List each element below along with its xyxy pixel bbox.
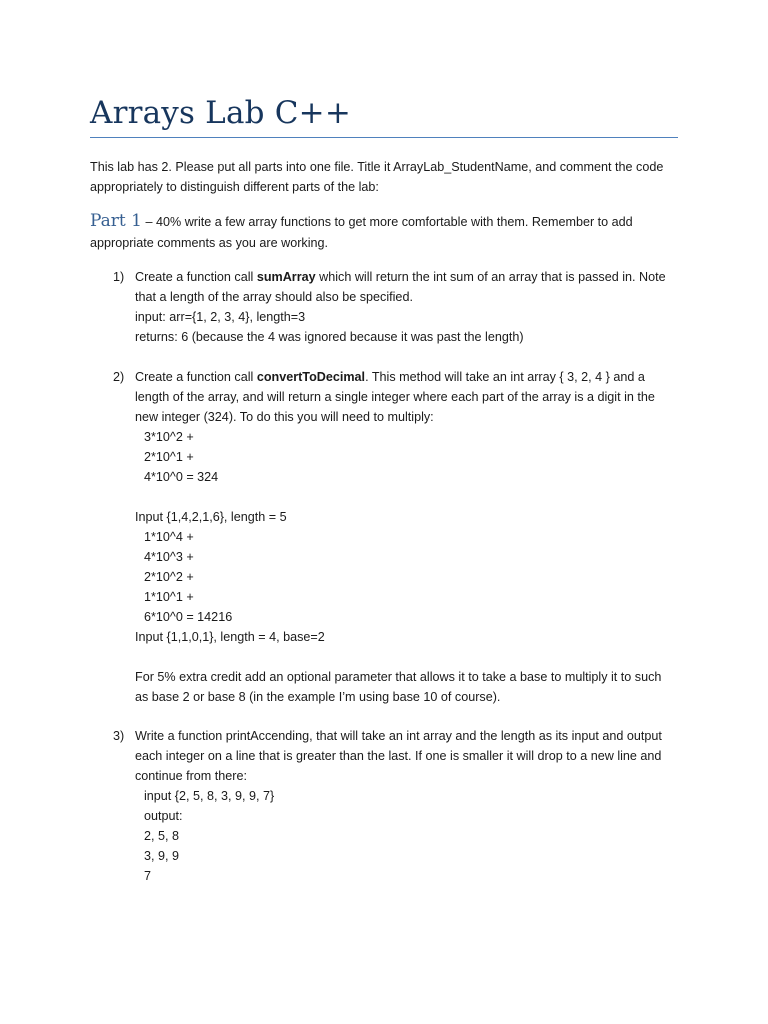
- item-line: length of the array, and will return a single integer where each part of the array is a digit in the: [135, 390, 655, 404]
- list-item-body: [135, 726, 680, 886]
- example-line: 2, 5, 8: [144, 829, 180, 843]
- title-divider: [90, 137, 678, 138]
- function-name: convertToDecimal: [256, 370, 366, 384]
- part1-text: – 40% write a few array functions to get more comfortable with them. Remember to add: [142, 215, 633, 229]
- item-text: Create a function call: [135, 370, 257, 384]
- item-text: which will return the int sum of an array that is passed in. Note: [315, 270, 666, 284]
- item-line: each integer on a line that is greater than the last. If one is smaller it will drop to a new line and: [135, 749, 662, 763]
- example-line: output:: [144, 809, 183, 823]
- example-input: Input {1,1,0,1}, length = 4, base=2: [135, 630, 325, 644]
- item-line: [135, 367, 680, 387]
- example-line: 3*10^2 +: [144, 430, 194, 444]
- example-line: 7: [144, 869, 152, 883]
- example-line: 4*10^3 +: [144, 550, 194, 564]
- page-title: Arrays Lab C++: [90, 95, 352, 131]
- list-number: 3): [113, 729, 125, 743]
- item-line: returns: 6 (because the 4 was ignored because it was past the length): [135, 330, 524, 344]
- item-text: Create a function call: [135, 270, 257, 284]
- item-line: continue from there:: [135, 769, 248, 783]
- intro-paragraph: [90, 157, 678, 197]
- item-line: Write a function printAccending, that will take an int array and the length as its input and output: [135, 729, 662, 743]
- function-name: sumArray: [256, 270, 316, 284]
- list-item-body: [135, 367, 680, 707]
- example-line: input {2, 5, 8, 3, 9, 9, 7}: [144, 789, 275, 803]
- item-line: that a length of the array should also be specified.: [135, 290, 413, 304]
- document-page: [90, 0, 678, 1024]
- example-line: 1*10^1 +: [144, 590, 194, 604]
- item-line: input: arr={1, 2, 3, 4}, length=3: [135, 310, 306, 324]
- part1-heading: Part 1: [90, 211, 142, 231]
- list-number: 1): [113, 270, 125, 284]
- example-line: 3, 9, 9: [144, 849, 180, 863]
- example-line: 2*10^1 +: [144, 450, 194, 464]
- example-line: 2*10^2 +: [144, 570, 194, 584]
- example-input: Input {1,4,2,1,6}, length = 5: [135, 510, 287, 524]
- example-line: 6*10^0 = 14216: [144, 610, 233, 624]
- intro-line: appropriately to distinguish different parts of the lab:: [90, 180, 379, 194]
- example-line: 4*10^0 = 324: [144, 470, 219, 484]
- extra-credit-line: as base 2 or base 8 (in the example I’m using base 10 of course).: [135, 690, 501, 704]
- spacer: [135, 647, 680, 667]
- item-line: new integer (324). To do this you will need to multiply:: [135, 410, 434, 424]
- part1-text: appropriate comments as you are working.: [90, 236, 328, 250]
- part1-paragraph: [90, 210, 678, 253]
- intro-line: This lab has 2. Please put all parts into one file. Title it ArrayLab_StudentName, and comment the code: [90, 160, 664, 174]
- item-text: . This method will take an int array { 3, 2, 4 } and a: [365, 370, 645, 384]
- list-item-body: [135, 267, 680, 347]
- list-number: 2): [113, 370, 125, 384]
- example-line: 1*10^4 +: [144, 530, 194, 544]
- item-line: [135, 267, 680, 287]
- spacer: [135, 487, 680, 507]
- extra-credit-line: For 5% extra credit add an optional parameter that allows it to take a base to multiply it to such: [135, 670, 662, 684]
